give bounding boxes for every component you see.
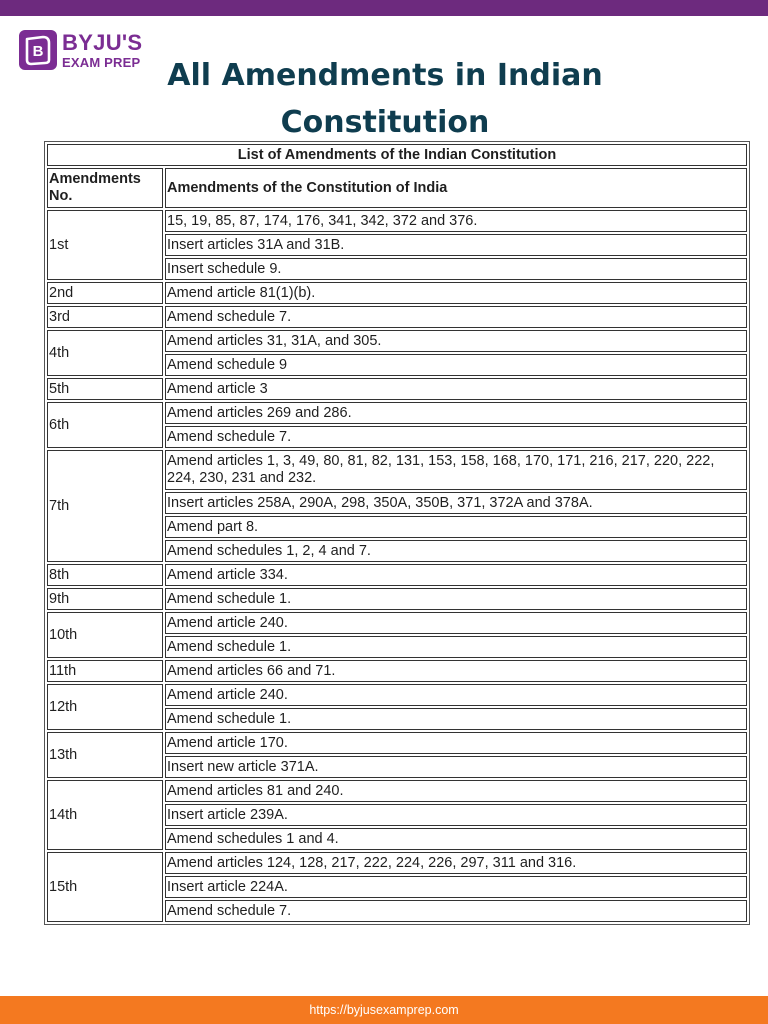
amendment-detail-cell: Amend schedule 1. [165,588,747,610]
table-caption: List of Amendments of the Indian Constitution [47,144,747,166]
amendment-detail-cell: Amend schedule 7. [165,900,747,922]
amendment-detail-cell: Amend articles 81 and 240. [165,780,747,802]
amendment-detail-cell: Amend article 81(1)(b). [165,282,747,304]
table-row [47,588,747,610]
amendment-detail-cell: Amend schedule 1. [165,636,747,658]
amendment-number-cell: 5th [47,378,163,400]
table-row [47,210,747,232]
table-row [47,780,747,802]
amendment-number-cell: 12th [47,684,163,730]
amendment-detail-cell: Amend articles 124, 128, 217, 222, 224, 226, 297, 311 and 316. [165,852,747,874]
table-row [47,732,747,754]
amendment-detail-cell: Amend article 240. [165,612,747,634]
amendment-detail-cell: Insert schedule 9. [165,258,747,280]
footer-url-link[interactable]: https://byjusexamprep.com [309,1003,459,1017]
amendment-number-cell: 14th [47,780,163,850]
amendment-detail-cell: Insert articles 31A and 31B. [165,234,747,256]
amendment-number-cell: 4th [47,330,163,376]
page-title: All Amendments in Indian Constitution [167,58,603,140]
top-accent-bar [0,0,768,16]
amendments-table-frame [44,141,750,925]
amendment-detail-cell: Insert article 239A. [165,804,747,826]
table-row [47,330,747,352]
svg-text:B: B [32,43,44,60]
table-row [47,282,747,304]
amendment-number-cell: 13th [47,732,163,778]
table-row [47,450,747,490]
amendment-detail-cell: Amend schedule 7. [165,426,747,448]
table-row [47,402,747,424]
amendment-detail-cell: Insert new article 371A. [165,756,747,778]
amendment-number-cell: 6th [47,402,163,448]
amendment-detail-cell: Amend article 170. [165,732,747,754]
amendment-detail-cell: Amend articles 1, 3, 49, 80, 81, 82, 131, 153, 158, 168, 170, 171, 216, 217, 220, 222, 224, 230, 231 and 232. [165,450,747,490]
amendment-number-cell: 15th [47,852,163,922]
amendment-detail-cell: Amend article 3 [165,378,747,400]
table-body [47,210,747,922]
amendment-detail-cell: Amend schedules 1, 2, 4 and 7. [165,540,747,562]
amendment-number-cell: 3rd [47,306,163,328]
amendment-detail-cell: Amend schedule 1. [165,708,747,730]
amendment-detail-cell: Amend article 240. [165,684,747,706]
amendment-detail-cell: Insert article 224A. [165,876,747,898]
footer-bar [0,996,768,1024]
table-row [47,564,747,586]
column-header-number: Amendments No. [47,168,163,208]
table-row [47,378,747,400]
brand-name: BYJU'S [62,29,143,55]
amendment-number-cell: 7th [47,450,163,562]
amendment-number-cell: 2nd [47,282,163,304]
amendment-detail-cell: Amend schedules 1 and 4. [165,828,747,850]
amendment-number-cell: 1st [47,210,163,280]
amendment-detail-cell: Amend part 8. [165,516,747,538]
table-row [47,660,747,682]
amendment-detail-cell: Amend article 334. [165,564,747,586]
amendment-number-cell: 11th [47,660,163,682]
amendment-detail-cell: Amend schedule 7. [165,306,747,328]
table-row [47,684,747,706]
amendment-number-cell: 9th [47,588,163,610]
amendment-detail-cell: Amend articles 269 and 286. [165,402,747,424]
table-row [47,306,747,328]
brand-subtitle: EXAM PREP [62,54,141,70]
brand-logo[interactable] [19,30,142,70]
column-header-amendments: Amendments of the Constitution of India [165,168,747,208]
table-row [47,852,747,874]
amendment-number-cell: 10th [47,612,163,658]
amendment-detail-cell: Amend articles 31, 31A, and 305. [165,330,747,352]
amendment-detail-cell: Insert articles 258A, 290A, 298, 350A, 350B, 371, 372A and 378A. [165,492,747,514]
book-icon [19,30,57,70]
amendment-number-cell: 8th [47,564,163,586]
table-row [47,612,747,634]
amendments-table [45,142,749,924]
amendment-detail-cell: Amend articles 66 and 71. [165,660,747,682]
amendment-detail-cell: Amend schedule 9 [165,354,747,376]
amendment-detail-cell: 15, 19, 85, 87, 174, 176, 341, 342, 372 and 376. [165,210,747,232]
